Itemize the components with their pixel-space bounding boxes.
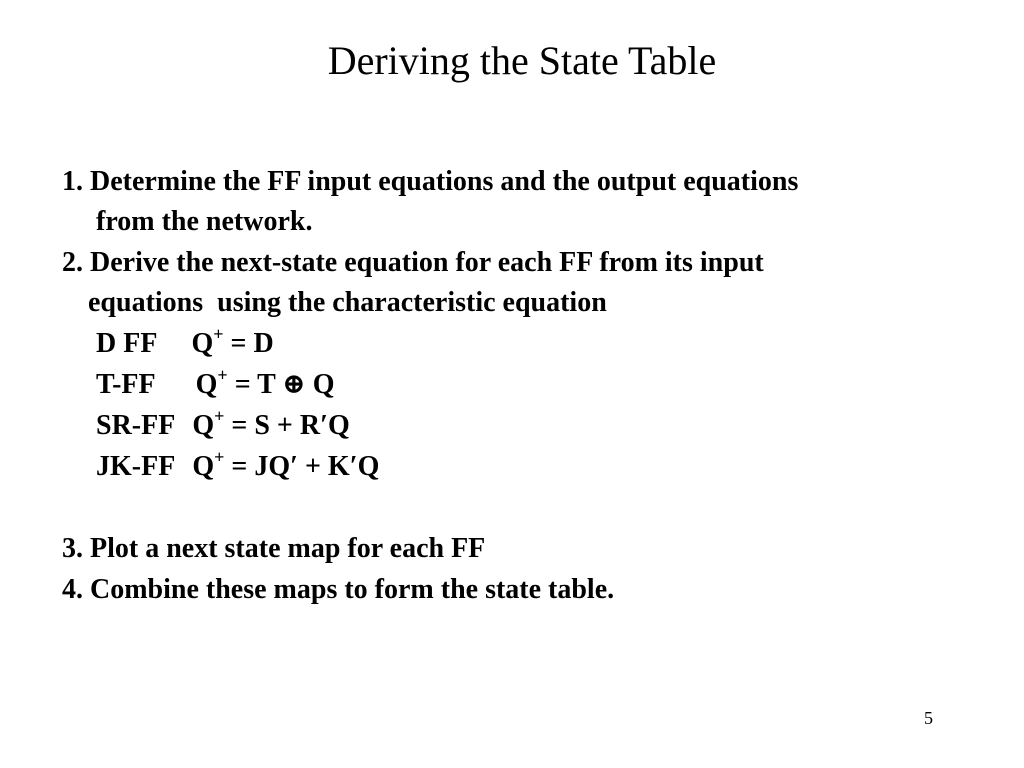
page-number: 5 [924, 708, 933, 728]
step-2-line-2: equations using the characteristic equation [88, 287, 607, 318]
q-plus-symbol: Q+ [192, 405, 225, 441]
step-2-line-1: 2. Derive the next-state equation for each FF from its input [62, 247, 764, 278]
step-1-line-2: from the network. [96, 206, 313, 237]
equation-jk-ff [96, 446, 380, 485]
step-4-line: 4. Combine these maps to form the state table. [62, 574, 615, 605]
step-3-line: 3. Plot a next state map for each FF [62, 533, 486, 564]
q-plus-symbol: Q+ [192, 446, 225, 482]
equation-t-ff [96, 364, 335, 403]
q-plus-symbol: Q+ [195, 364, 228, 400]
ff-type-label: JK-FF [96, 451, 176, 482]
equation-rhs: = T ⊕ Q [227, 369, 335, 400]
equation-sr-ff [96, 405, 350, 444]
step-1-line-1: 1. Determine the FF input equations and the output equations [62, 166, 799, 197]
slide-title: Deriving the State Table [327, 38, 717, 83]
ff-type-label: D FF [96, 328, 158, 359]
ff-type-label: SR-FF [96, 410, 176, 441]
equation-rhs: = S + R′Q [224, 410, 350, 441]
q-plus-symbol: Q+ [191, 323, 224, 359]
equation-rhs: = JQ′ + K′Q [224, 451, 380, 482]
equation-rhs: = D [223, 328, 274, 359]
equation-d-ff [96, 323, 274, 362]
ff-type-label: T-FF [96, 369, 156, 400]
